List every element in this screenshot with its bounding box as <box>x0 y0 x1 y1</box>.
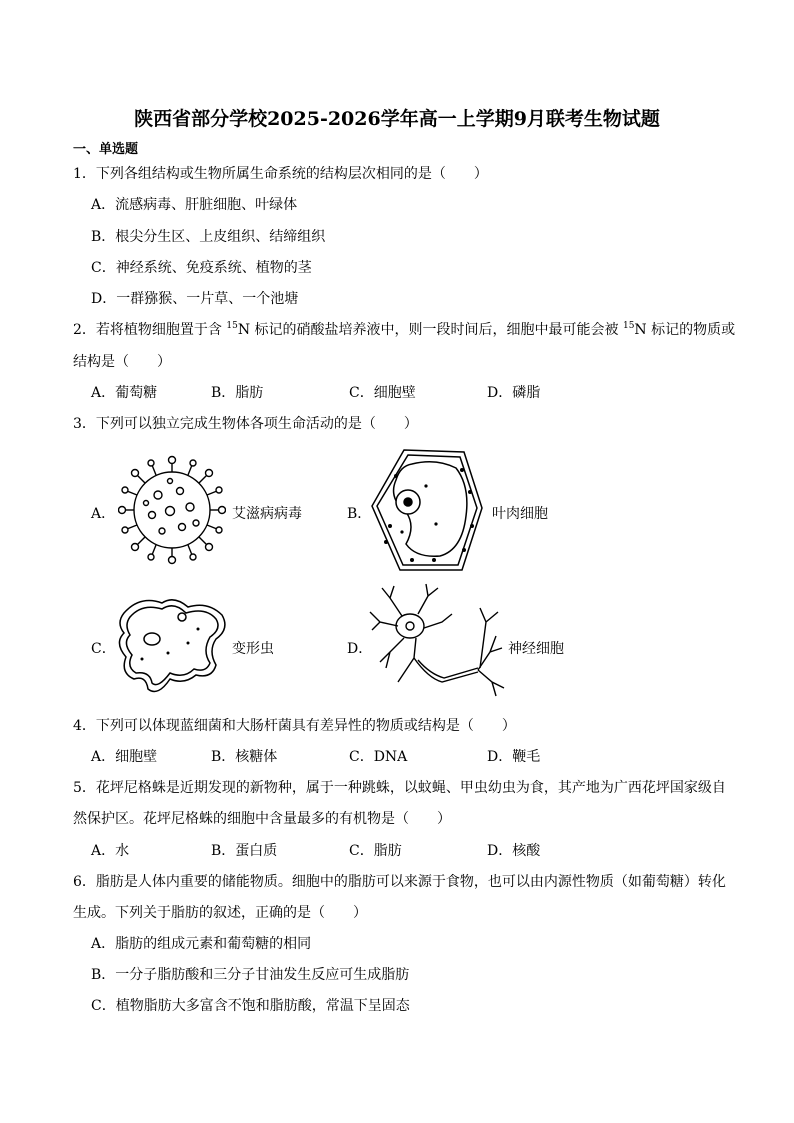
q6-stem-line1: 6．脂肪是人体内重要的储能物质。细胞中的脂肪可以来源于食物，也可以由内源性物质（如葡萄糖）转化 <box>73 874 726 890</box>
isotope-superscript: 15 <box>622 321 635 331</box>
hiv-virus-image <box>118 455 226 565</box>
q3-option-b-letter: B． <box>347 506 372 522</box>
neuron-image <box>368 582 508 700</box>
q3-option-c-letter: C． <box>91 641 116 657</box>
q2-stem-line1: 2．若将植物细胞置于含 $^{15}$N 标记的硝酸盐培养液中，则一段时间后，细胞中最可能会被 $^{15}$N 标记的物质或 <box>73 321 736 338</box>
q4-option-a: A．细胞壁 <box>91 749 158 765</box>
q2-option-b: B．脂肪 <box>211 385 264 401</box>
q3-option-a-letter: A． <box>91 506 116 522</box>
q5-option-a: A．水 <box>91 843 130 859</box>
q3-option-c-caption: 变形虫 <box>232 641 274 657</box>
q3-option-d-letter: D． <box>347 641 373 657</box>
q2-option-c: C．细胞壁 <box>349 385 416 401</box>
q2-stem-line2: 结构是（ ） <box>73 354 171 370</box>
q3-option-b-caption: 叶肉细胞 <box>492 506 548 522</box>
q1-option-d: D．一群猕猴、一片草、一个池塘 <box>91 291 299 307</box>
q4-stem: 4．下列可以体现蓝细菌和大肠杆菌具有差异性的物质或结构是（ ） <box>73 718 516 734</box>
q5-stem-line1: 5．花坪尼格蛛是近期发现的新物种，属于一种跳蛛，以蚊蝇、甲虫幼虫为食，其产地为广西花坪国家级自 <box>73 780 726 796</box>
q2-option-d: D．磷脂 <box>487 385 541 401</box>
q3-stem: 3．下列可以独立完成生物体各项生命活动的是（ ） <box>73 416 418 432</box>
page-title: 陕西省部分学校2025-2026学年高一上学期9月联考生物试题 <box>134 108 660 130</box>
q5-option-c: C．脂肪 <box>349 843 402 859</box>
q2-option-a: A．葡萄糖 <box>91 385 158 401</box>
q5-option-b: B．蛋白质 <box>211 843 278 859</box>
q5-stem-line2: 然保护区。花坪尼格蛛的细胞中含量最多的有机物是（ ） <box>73 811 451 827</box>
q1-option-a: A．流感病毒、肝脏细胞、叶绿体 <box>91 197 298 213</box>
q3-option-a-caption: 艾滋病病毒 <box>232 506 302 522</box>
q4-option-d: D．鞭毛 <box>487 749 541 765</box>
q6-option-a: A．脂肪的组成元素和葡萄糖的相同 <box>91 936 312 952</box>
amoeba-image <box>112 593 232 699</box>
section-heading: 一、单选题 <box>73 142 139 157</box>
q1-stem: 1．下列各组结构或生物所属生命系统的结构层次相同的是（ ） <box>73 166 488 182</box>
q4-option-b: B．核糖体 <box>211 749 278 765</box>
q3-option-d-caption: 神经细胞 <box>508 641 564 657</box>
q1-option-b: B．根尖分生区、上皮组织、结缔组织 <box>91 229 326 245</box>
q6-option-b: B．一分子脂肪酸和三分子甘油发生反应可生成脂肪 <box>91 967 410 983</box>
q4-option-c: C．DNA <box>349 749 408 765</box>
q1-option-c: C．神经系统、免疫系统、植物的茎 <box>91 260 312 276</box>
q5-option-d: D．核酸 <box>487 843 541 859</box>
isotope-superscript: 15 <box>226 321 238 331</box>
leaf-mesophyll-cell-image <box>366 446 490 576</box>
q6-stem-line2: 生成。下列关于脂肪的叙述，正确的是（ ） <box>73 905 367 921</box>
q6-option-c: C．植物脂肪大多富含不饱和脂肪酸，常温下呈固态 <box>91 998 410 1014</box>
